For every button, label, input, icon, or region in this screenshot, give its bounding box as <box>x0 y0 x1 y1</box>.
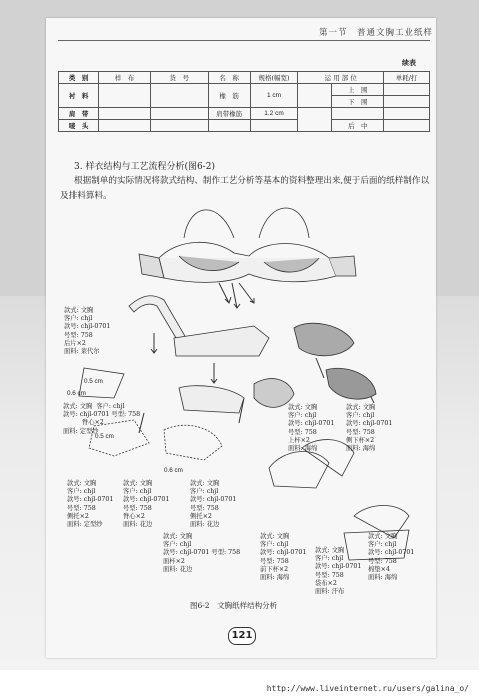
flat-pattern-3 <box>269 452 329 488</box>
row-label-lining: 衬 料 <box>59 84 99 108</box>
piece-note-pad: 款式: 文胸 客户: chjl 款号: chjl-0701 号型: 758 棉垫×4 面料: 海绵 <box>368 533 415 582</box>
seam-label: 0.6 cm <box>164 467 183 474</box>
piece-note-center: 款式: 文胸 客户: chjl 款号: chjl-0701 号型: 758 脊心×2 面料: 定型纱 <box>63 403 141 435</box>
cup-piece-large <box>294 323 354 356</box>
piece-note-cup-lace: 款式: 文胸 客户: chjl 款号: chjl-0701 号型: 758 面杯×2 面料: 花边 <box>163 533 241 573</box>
source-url: http://www.liveinternet.ru/users/galina_o/ <box>266 684 469 693</box>
cell-elastic: 橡 筋 <box>208 84 250 108</box>
th-usage-position: 运 用 部 位 <box>298 72 384 84</box>
underband-piece <box>179 386 244 413</box>
th-spec: 规格(幅宽) <box>250 72 298 84</box>
piece-note-pocket: 款式: 文胸 客户: chjl 款号: chjl-0701 号型: 758 袋布×2 面料: 汗布 <box>315 547 362 596</box>
table-row <box>59 120 430 132</box>
piece-note-center-front: 款式: 文胸 客户: chjl 款号: chjl-0701 号型: 758 脊心×2 面料: 花边 <box>123 480 170 529</box>
piece-note-back: 款式: 文胸 客户: chjl 款号: chjl-0701 号型: 758 后片×2 面料: 莱代尔 <box>64 307 111 356</box>
cell-bottom-band: 下 围 <box>332 96 384 108</box>
piece-note-top-cup: 款式: 文胸 客户: chjl 款号: chjl-0701 号型: 758 上杯×2 面料: 海绵 <box>288 404 335 453</box>
th-item-no: 货 号 <box>150 72 208 84</box>
piece-note-side-back: 款式: 文胸 客户: chjl 款号: chjl-0701 号型: 758 侧托×2 面料: 花边 <box>190 480 237 529</box>
body-paragraph: 根据制单的实际情况将款式结构、制作工艺分析等基本的资料整理出来,便于后面的纸样制作以及排料算料。 <box>60 176 430 201</box>
figure-caption: 图6-2 文胸纸样结构分析 <box>190 601 278 610</box>
cell-top-band: 上 围 <box>332 84 384 96</box>
th-name: 名 称 <box>208 72 250 84</box>
materials-table <box>58 71 430 132</box>
row-label-tube: 唛 头 <box>59 120 99 132</box>
watermark <box>392 475 462 595</box>
section-heading: 3. 样衣结构与工艺流程分析(图6-2) <box>74 162 215 172</box>
flow-arrows <box>139 283 374 433</box>
page-number: 121 <box>228 627 256 645</box>
header-rule <box>58 40 430 41</box>
th-unit-usage: 单耗/打 <box>384 72 430 84</box>
table-header-row <box>59 72 430 84</box>
piece-note-side-cup: 款式: 文胸 客户: chjl 款号: chjl-0701 号型: 758 侧下杯×2 面料: 海绵 <box>346 404 393 453</box>
cell-strap-width: 1.2 cm <box>250 108 298 120</box>
seam-label: 0.6 cm <box>67 390 86 397</box>
cell-elastic-width: 1 cm <box>250 84 298 108</box>
seam-label: 0.5 cm <box>95 433 114 440</box>
cell-strap-elastic: 肩带橡筋 <box>208 108 250 120</box>
piece-note-lower-cup: 款式: 文胸 客户: chjl 款号: chjl-0701 号型: 758 前下杯×2 面料: 海绵 <box>260 533 307 582</box>
piece-note-side-wing: 款式: 文胸 客户: chjl 款号: chjl-0701 号型: 758 侧托×2 面料: 定型纱 <box>67 480 114 529</box>
table-continued-label: 续表 <box>402 58 416 67</box>
bra-sketch <box>139 208 356 282</box>
cup-piece-dark <box>326 368 376 399</box>
th-category: 类 别 <box>59 72 99 84</box>
table-row <box>59 84 430 96</box>
flat-pattern-2 <box>164 425 222 460</box>
cell-middle: 后 中 <box>332 120 384 132</box>
row-label-strap: 肩 带 <box>59 108 99 120</box>
seam-label: 0.5 cm <box>84 378 103 385</box>
th-sample-fabric: 样 布 <box>99 72 151 84</box>
band-piece <box>174 326 269 356</box>
table-row <box>59 108 430 120</box>
running-header: 第一节 普通文胸工业纸样 <box>318 28 433 38</box>
